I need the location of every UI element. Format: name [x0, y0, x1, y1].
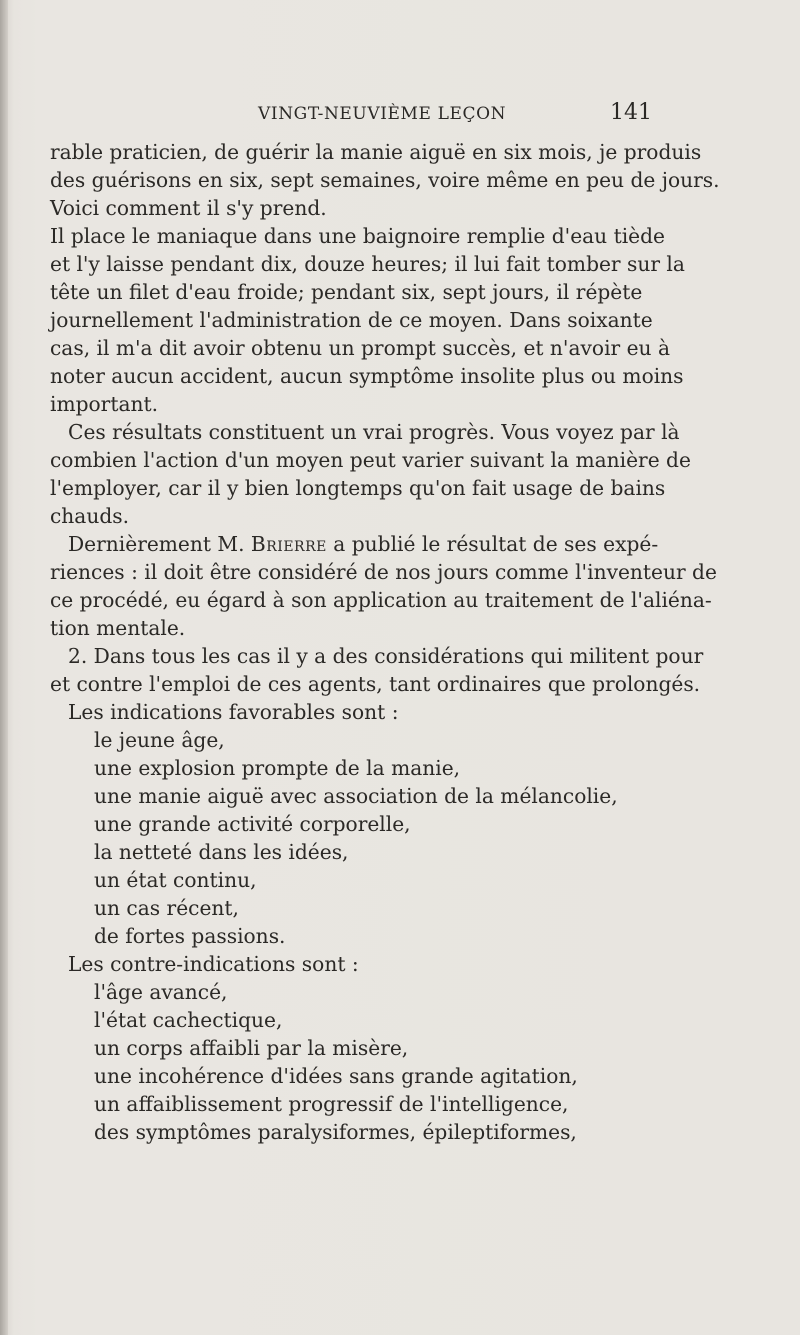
list-item: un corps affaibli par la misère, — [94, 1036, 409, 1060]
text-line: 2. Dans tous les cas il y a des considérations qui militent pour — [68, 644, 704, 668]
list-item: le jeune âge, — [94, 728, 225, 752]
text-line: Les indications favorables sont : — [68, 700, 399, 724]
text-line: combien l'action d'un moyen peut varier suivant la manière de — [50, 448, 691, 472]
list-item: l'état cachectique, — [94, 1008, 283, 1032]
page-header — [0, 100, 800, 140]
list-item: un cas récent, — [94, 896, 239, 920]
text-line: journellement l'administration de ce moyen. Dans soixante — [50, 308, 653, 332]
text-line: et contre l'emploi de ces agents, tant ordinaires que prolongés. — [50, 672, 701, 696]
text-line: ce procédé, eu égard à son application au traitement de l'aliéna- — [50, 588, 712, 612]
author-name: Brierre — [250, 532, 327, 556]
text-line: cas, il m'a dit avoir obtenu un prompt succès, et n'avoir eu à — [50, 336, 670, 360]
list-item: de fortes passions. — [94, 924, 286, 948]
text-line: rable praticien, de guérir la manie aiguë en six mois, je produis — [50, 140, 702, 164]
text-line-with-author — [68, 530, 658, 558]
text-line: riences : il doit être considéré de nos jours comme l'inventeur de — [50, 560, 717, 584]
list-item: la netteté dans les idées, — [94, 840, 349, 864]
list-item: une explosion prompte de la manie, — [94, 756, 461, 780]
list-item: l'âge avancé, — [94, 980, 228, 1004]
text-line: Ces résultats constituent un vrai progrès. Vous voyez par là — [68, 420, 680, 444]
text-line: Les contre-indications sont : — [68, 952, 359, 976]
text-line: des guérisons en six, sept semaines, voire même en peu de jours. — [50, 168, 720, 192]
text-line: et l'y laisse pendant dix, douze heures; il lui fait tomber sur la — [50, 252, 685, 276]
text-line: chauds. — [50, 504, 130, 528]
text-line: Voici comment il s'y prend. — [50, 196, 327, 220]
text-line: Il place le maniaque dans une baignoire remplie d'eau tiède — [50, 224, 665, 248]
list-item: une manie aiguë avec association de la mélancolie, — [94, 784, 618, 808]
list-item: une grande activité corporelle, — [94, 812, 411, 836]
text-line: noter aucun accident, aucun symptôme insolite plus ou moins — [50, 364, 684, 388]
list-item: des symptômes paralysiformes, épileptiformes, — [94, 1120, 577, 1144]
running-title: VINGT-NEUVIÈME LEÇON — [258, 104, 507, 124]
list-item: une incohérence d'idées sans grande agitation, — [94, 1064, 578, 1088]
list-item: un état continu, — [94, 868, 257, 892]
list-item: un affaiblissement progressif de l'intelligence, — [94, 1092, 569, 1116]
text-fragment: a publié le résultat de ses expé- — [333, 532, 659, 556]
text-line: important. — [50, 392, 159, 416]
text-fragment: Dernièrement M. — [68, 532, 245, 556]
text-line: l'employer, car il y bien longtemps qu'on fait usage de bains — [50, 476, 666, 500]
text-line: tion mentale. — [50, 616, 186, 640]
page-number: 141 — [610, 100, 652, 125]
text-line: tête un filet d'eau froide; pendant six, sept jours, il répète — [50, 280, 643, 304]
page-edge-shadow — [0, 0, 8, 1335]
